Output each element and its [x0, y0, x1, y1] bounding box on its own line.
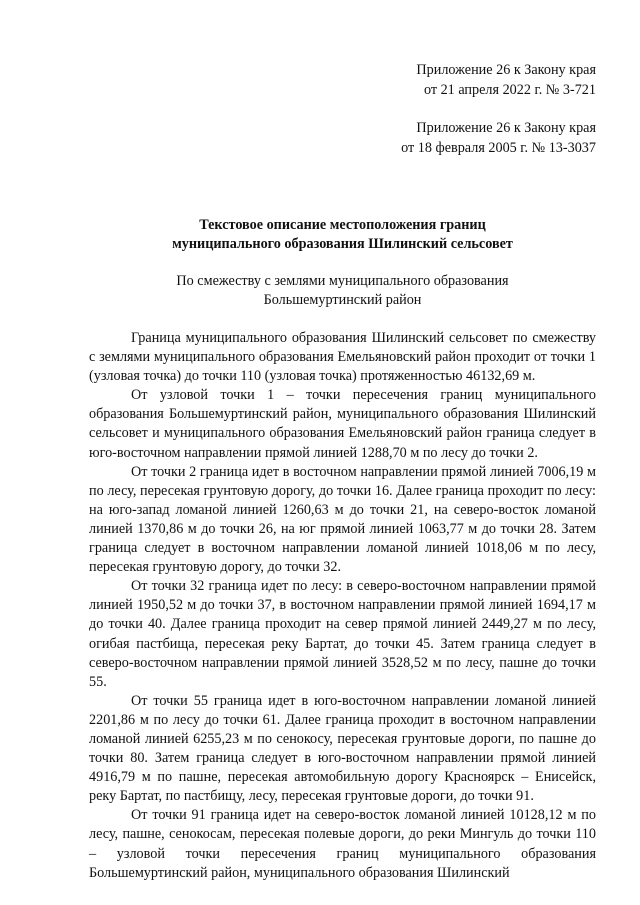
section-heading-line-1: По смежеству с землями муниципального образования	[176, 273, 509, 289]
annex-reference-date: от 21 апреля 2022 г. № 3-721	[423, 82, 596, 98]
document-title-line-2: муниципального образования Шилинский сельсовет	[172, 236, 513, 252]
body-paragraph: От узловой точки 1 – точки пересечения границ муниципального образования Большемуртинский район, муниципального образования Шилинский сельсовет и муниципального образования Емельяновский район граница следует в юго-восточном направлении прямой линией 1288,70 м по лесу до точки 2.	[89, 387, 596, 461]
document-title	[89, 216, 596, 254]
section-heading	[89, 272, 596, 310]
body-paragraph: От точки 32 граница идет по лесу: в северо-восточном направлении прямой линией 1950,52 м до точки 37, в восточном направлении прямой линией 1694,17 м до точки 40. Далее граница проходит на север прямой линией 2449,27 м по лесу, огибая пастбища, пересекая реку Бартат, до точки 45. Затем граница следует в северо-восточном направлении прямой линией 3528,52 м по лесу, пашне до точки 55.	[89, 578, 596, 690]
body-paragraph: От точки 2 граница идет в восточном направлении прямой линией 7006,19 м по лесу, пересекая грунтовую дорогу, до точки 16. Далее граница проходит по лесу: на юго-запад ломаной линией 1260,63 м до точки 21, на северо-восток ломаной линией 1370,86 м до точки 26, на юг прямой линией 1063,77 м до точки 28. Затем граница следует в восточном направлении ломаной линией 1018,06 м по лесу, пересекая грунтовую дорогу, до точки 32.	[89, 463, 596, 576]
annex-reference-line: Приложение 26 к Закону края	[416, 120, 596, 136]
body-paragraph: Граница муниципального образования Шилинский сельсовет по смежеству с землями муниципального образования Емельяновский район проходит от точки 1 (узловая точка) до точки 110 (узловая точка) протяженностью 46132,69 м.	[89, 330, 596, 385]
body-paragraph: От точки 91 граница идет на северо-восток ломаной линией 10128,12 м по лесу, пашне, сенокосам, пересекая полевые дороги, до реки Мингуль до точки 110 – узловой точки пересечения границ муниципального образования Большемуртинский район, муниципального образования Шилинский	[89, 807, 596, 881]
annex-reference-current	[89, 60, 596, 100]
annex-reference-line: Приложение 26 к Закону края	[416, 62, 596, 78]
body-paragraph: От точки 55 граница идет в юго-восточном направлении ломаной линией 2201,86 м по лесу до точки 61. Далее граница проходит в восточном направлении ломаной линией 6255,23 м по сенокосу, пересекая грунтовые дороги, по пашне до точки 80. Затем граница следует в юго-восточном направлении прямой линией 4916,79 м по пашне, пересекая автомобильную дорогу Красноярск – Енисейск, реку Бартат, по пастбищу, лесу, пересекая грунтовые дороги, до точки 91.	[89, 692, 596, 805]
section-heading-line-2: Большемуртинский район	[263, 292, 422, 308]
annex-reference-date: от 18 февраля 2005 г. № 13-3037	[401, 140, 596, 156]
annex-reference-original	[89, 118, 596, 158]
document-title-line-1: Текстовое описание местоположения границ	[199, 217, 486, 233]
document-body	[89, 329, 596, 883]
